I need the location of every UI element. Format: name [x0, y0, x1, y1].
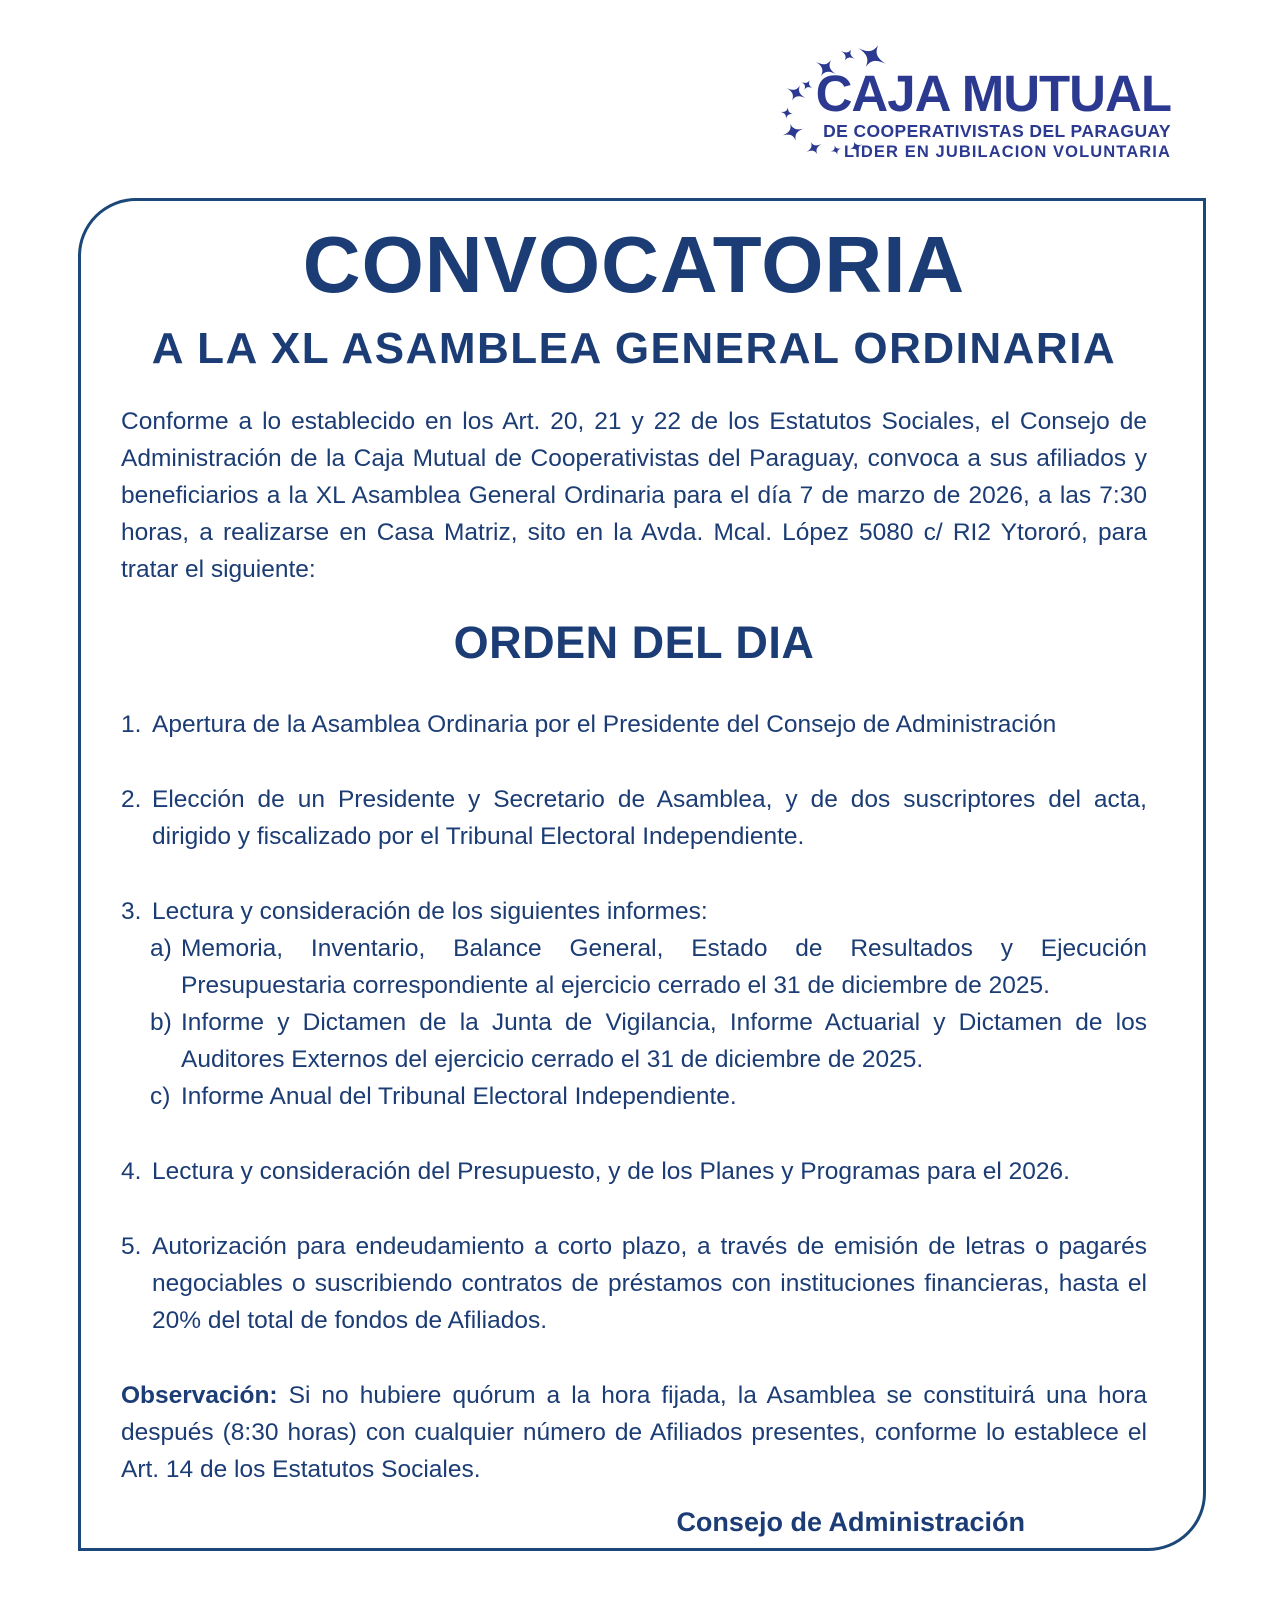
- subitem-text: Informe Anual del Tribunal Electoral Independiente.: [181, 1083, 737, 1111]
- agenda-item-1: [121, 706, 1147, 743]
- agenda-item-2: [121, 781, 1147, 855]
- observation-label: Observación:: [121, 1382, 278, 1410]
- subitem-text: Memoria, Inventario, Balance General, Estado de Resultados y Ejecución Presupuestaria correspondiente al ejercicio cerrado el 31 de diciembre de 2025.: [181, 935, 1147, 1000]
- logo-tagline-2: LIDER EN JUBILACION VOLUNTARIA: [844, 143, 1171, 162]
- agenda-item-text: Lectura y consideración del Presupuesto, y de los Planes y Programas para el 2026.: [152, 1158, 1070, 1186]
- observation-paragraph: [121, 1377, 1147, 1488]
- agenda-item-text: Autorización para endeudamiento a corto plazo, a través de emisión de letras o pagarés negociables o suscribiendo contratos de préstamos con instituciones financieras, hasta el 20% del total de fondos de Afiliados.: [152, 1233, 1147, 1335]
- logo-text-block: [815, 65, 1171, 162]
- intro-paragraph: Conforme a lo establecido en los Art. 20, 21 y 22 de los Estatutos Sociales, el Consejo de Administración de la Caja Mutual de Cooperativistas del Paraguay, convoca a sus afiliados y beneficiarios a la XL Asamblea General Ordinaria para el día 7 de marzo de 2026, a las 7:30 horas, a realizarse en Casa Matriz, sito en la Avda. Mcal. López 5080 c/ RI2 Ytororó, para tratar el siguiente:: [121, 408, 1147, 584]
- agenda-subitem-a: [150, 930, 1147, 1004]
- agenda-item-number: 5.: [121, 1233, 142, 1261]
- agenda-item-number: 1.: [121, 711, 142, 739]
- agenda-item-text: Apertura de la Asamblea Ordinaria por el Presidente del Consejo de Administración: [152, 711, 1057, 739]
- page-title: CONVOCATORIA: [302, 220, 966, 309]
- logo-tagline-1: DE COOPERATIVISTAS DEL PARAGUAY: [823, 121, 1171, 141]
- subitem-marker: a): [150, 935, 172, 963]
- agenda-list: [121, 706, 1147, 1339]
- page-subtitle: A LA XL ASAMBLEA GENERAL ORDINARIA: [151, 324, 1117, 373]
- agenda-item-5: [121, 1228, 1147, 1339]
- agenda-title: ORDEN DEL DIA: [453, 617, 815, 669]
- notice-frame: [78, 198, 1206, 1551]
- agenda-item-4: [121, 1153, 1147, 1190]
- agenda-subitem-c: [150, 1078, 1147, 1115]
- agenda-item-number: 3.: [121, 898, 142, 926]
- observation-text: Si no hubiere quórum a la hora fijada, la Asamblea se constituirá una hora después (8:30 horas) con cualquier número de Afiliados presentes, conforme lo establece el Art. 14 de los Estatutos Sociales.: [121, 1382, 1147, 1484]
- subitem-marker: b): [150, 1009, 172, 1037]
- signature-line: Consejo de Administración: [676, 1507, 1025, 1538]
- subitem-text: Informe y Dictamen de la Junta de Vigilancia, Informe Actuarial y Dictamen de los Auditores Externos del ejercicio cerrado el 31 de diciembre de 2025.: [181, 1009, 1147, 1074]
- agenda-item-text: Elección de un Presidente y Secretario de Asamblea, y de dos suscriptores del acta, dirigido y fiscalizado por el Tribunal Electoral Independiente.: [152, 786, 1147, 851]
- agenda-item-text: Lectura y consideración de los siguientes informes:: [152, 898, 708, 926]
- agenda-item-number: 4.: [121, 1158, 142, 1186]
- agenda-subitem-b: [150, 1004, 1147, 1078]
- subitem-marker: c): [150, 1083, 171, 1111]
- caja-mutual-logo: [771, 40, 1171, 168]
- logo-wordmark: CAJA MUTUAL: [815, 65, 1171, 122]
- agenda-item-3: [121, 893, 1147, 1115]
- agenda-item-number: 2.: [121, 786, 142, 814]
